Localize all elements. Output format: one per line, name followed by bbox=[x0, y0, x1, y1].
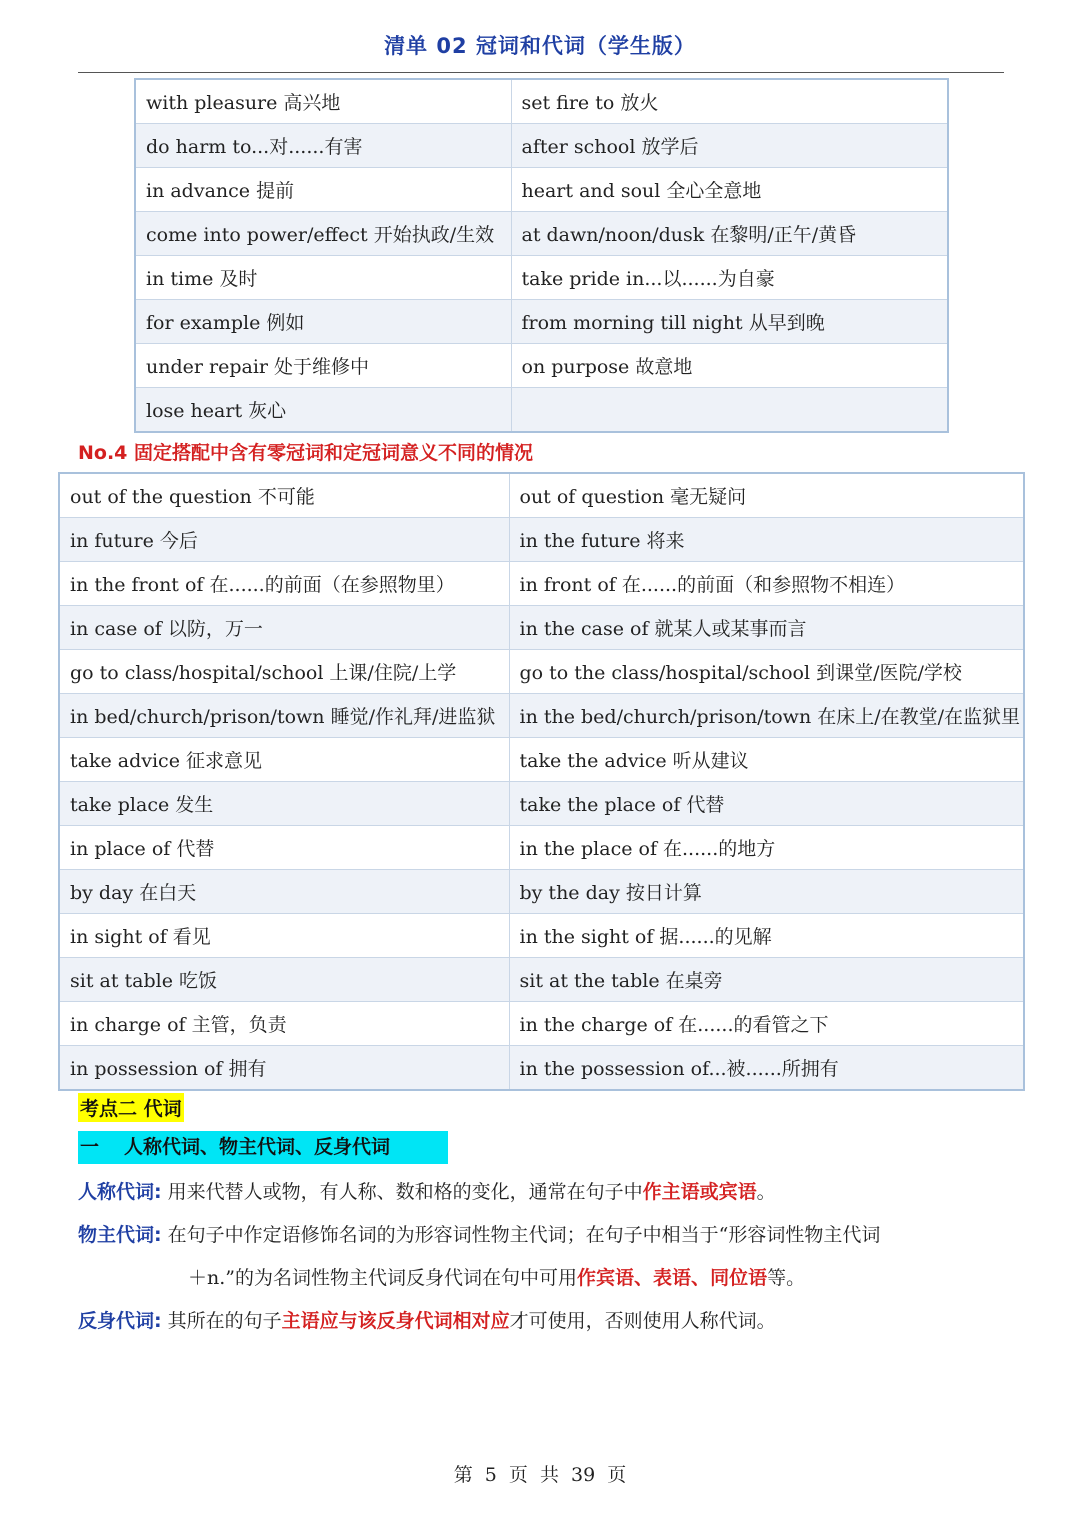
phrase-table-2 bbox=[58, 472, 1025, 1091]
table-cell: in possession of 拥有 bbox=[59, 1046, 509, 1091]
p3-highlight: 主语应与该反身代词相对应 bbox=[281, 1310, 510, 1332]
table-cell: take the place of 代替 bbox=[509, 782, 1024, 826]
table-row bbox=[59, 1002, 1024, 1046]
table-cell: lose heart 灰心 bbox=[135, 388, 511, 433]
table-cell bbox=[511, 388, 948, 433]
p2-sep-2: 、 bbox=[691, 1267, 711, 1289]
p2-line2-text: ＋n.”的为名词性物主代词反身代词在句中可用 bbox=[188, 1267, 577, 1289]
table-row bbox=[59, 782, 1024, 826]
table-cell: in the case of 就某人或某事而言 bbox=[509, 606, 1024, 650]
table-cell: heart and soul 全心全意地 bbox=[511, 168, 948, 212]
table-cell: in the future 将来 bbox=[509, 518, 1024, 562]
table-row bbox=[59, 518, 1024, 562]
phrase-table-1-body bbox=[135, 79, 948, 432]
paragraph-reflexive-pronoun bbox=[78, 1300, 776, 1343]
table-cell: come into power/effect 开始执政/生效 bbox=[135, 212, 511, 256]
table-cell: in sight of 看见 bbox=[59, 914, 509, 958]
subsection-heading bbox=[78, 1131, 448, 1164]
subsection-number: 一 bbox=[80, 1136, 100, 1158]
table-row bbox=[135, 124, 948, 168]
table-cell: out of question 毫无疑问 bbox=[509, 473, 1024, 518]
page-footer: 第 5 页 共 39 页 bbox=[453, 1464, 627, 1486]
table-row bbox=[135, 256, 948, 300]
table-cell: in future 今后 bbox=[59, 518, 509, 562]
table-cell: in place of 代替 bbox=[59, 826, 509, 870]
term-personal-pronoun: 人称代词: bbox=[78, 1181, 162, 1203]
term-possessive-pronoun: 物主代词: bbox=[78, 1224, 162, 1246]
table-row bbox=[59, 694, 1024, 738]
p2-sep-1: 、 bbox=[634, 1267, 654, 1289]
table-cell: in the front of 在......的前面（在参照物里） bbox=[59, 562, 509, 606]
table-cell: in front of 在......的前面（和参照物不相连） bbox=[509, 562, 1024, 606]
p3-end: 才可使用，否则使用人称代词。 bbox=[509, 1310, 776, 1332]
table-row bbox=[59, 914, 1024, 958]
table-cell: by day 在白天 bbox=[59, 870, 509, 914]
table-cell: do harm to...对......有害 bbox=[135, 124, 511, 168]
table-cell: out of the question 不可能 bbox=[59, 473, 509, 518]
table-cell: set fire to 放火 bbox=[511, 79, 948, 124]
table-row bbox=[59, 826, 1024, 870]
table-row bbox=[135, 212, 948, 256]
table-cell: take place 发生 bbox=[59, 782, 509, 826]
table-cell: in the place of 在......的地方 bbox=[509, 826, 1024, 870]
kaodian-heading: 考点二 代词 bbox=[78, 1093, 184, 1122]
table-cell: go to the class/hospital/school 到课堂/医院/学校 bbox=[509, 650, 1024, 694]
table-cell: go to class/hospital/school 上课/住院/上学 bbox=[59, 650, 509, 694]
p2-highlight-1: 作宾语 bbox=[577, 1267, 635, 1289]
table-cell: sit at table 吃饭 bbox=[59, 958, 509, 1002]
p2-highlight-2: 表语 bbox=[653, 1267, 692, 1289]
term-reflexive-pronoun: 反身代词: bbox=[78, 1310, 162, 1332]
table-cell: in charge of 主管，负责 bbox=[59, 1002, 509, 1046]
table-row bbox=[59, 1046, 1024, 1091]
table-cell: in advance 提前 bbox=[135, 168, 511, 212]
table-row bbox=[135, 79, 948, 124]
phrase-table-1 bbox=[134, 78, 949, 433]
table-row bbox=[135, 388, 948, 433]
table-cell: at dawn/noon/dusk 在黎明/正午/黄昏 bbox=[511, 212, 948, 256]
table-cell: take the advice 听从建议 bbox=[509, 738, 1024, 782]
table-cell: in the bed/church/prison/town 在床上/在教堂/在监狱里 bbox=[509, 694, 1024, 738]
table-row bbox=[59, 473, 1024, 518]
table-cell: in the sight of 据......的见解 bbox=[509, 914, 1024, 958]
p1-text: 用来代替人或物，有人称、数和格的变化，通常在句子中 bbox=[161, 1181, 643, 1203]
p2-end: 等。 bbox=[767, 1267, 806, 1289]
table-cell: on purpose 故意地 bbox=[511, 344, 948, 388]
table-cell: with pleasure 高兴地 bbox=[135, 79, 511, 124]
table-cell: in time 及时 bbox=[135, 256, 511, 300]
table-cell: take advice 征求意见 bbox=[59, 738, 509, 782]
subsection-title: 人称代词、物主代词、反身代词 bbox=[124, 1136, 391, 1158]
table-row bbox=[59, 958, 1024, 1002]
table-cell: in the charge of 在......的看管之下 bbox=[509, 1002, 1024, 1046]
paragraph-possessive-pronoun bbox=[78, 1214, 880, 1257]
table-row bbox=[59, 870, 1024, 914]
table-cell: in case of 以防，万一 bbox=[59, 606, 509, 650]
table-row bbox=[59, 738, 1024, 782]
table-cell: in the possession of...被......所拥有 bbox=[509, 1046, 1024, 1091]
p2-highlight-3: 同位语 bbox=[710, 1267, 768, 1289]
table-cell: after school 放学后 bbox=[511, 124, 948, 168]
p1-highlight: 作主语或宾语 bbox=[642, 1181, 757, 1203]
table-row bbox=[135, 344, 948, 388]
table-cell: take pride in...以......为自豪 bbox=[511, 256, 948, 300]
page-header-title: 清单 02 冠词和代词（学生版） bbox=[384, 34, 696, 58]
table-cell: under repair 处于维修中 bbox=[135, 344, 511, 388]
header-divider bbox=[78, 72, 1004, 73]
section-4-title: No.4 固定搭配中含有零冠词和定冠词意义不同的情况 bbox=[78, 442, 534, 464]
table-cell: from morning till night 从早到晚 bbox=[511, 300, 948, 344]
table-cell: by the day 按日计算 bbox=[509, 870, 1024, 914]
table-row bbox=[135, 168, 948, 212]
phrase-table-2-body bbox=[59, 473, 1024, 1090]
table-row bbox=[59, 606, 1024, 650]
table-row bbox=[59, 562, 1024, 606]
p3-text: 其所在的句子 bbox=[161, 1310, 282, 1332]
paragraph-personal-pronoun bbox=[78, 1171, 776, 1214]
p2-text: 在句子中作定语修饰名词的为形容词性物主代词；在句子中相当于“形容词性物主代词 bbox=[161, 1224, 881, 1246]
table-cell: sit at the table 在桌旁 bbox=[509, 958, 1024, 1002]
table-cell: in bed/church/prison/town 睡觉/作礼拜/进监狱 bbox=[59, 694, 509, 738]
table-row bbox=[59, 650, 1024, 694]
table-cell: for example 例如 bbox=[135, 300, 511, 344]
p1-end: 。 bbox=[756, 1181, 776, 1203]
paragraph-possessive-pronoun-line2 bbox=[78, 1257, 805, 1300]
table-row bbox=[135, 300, 948, 344]
